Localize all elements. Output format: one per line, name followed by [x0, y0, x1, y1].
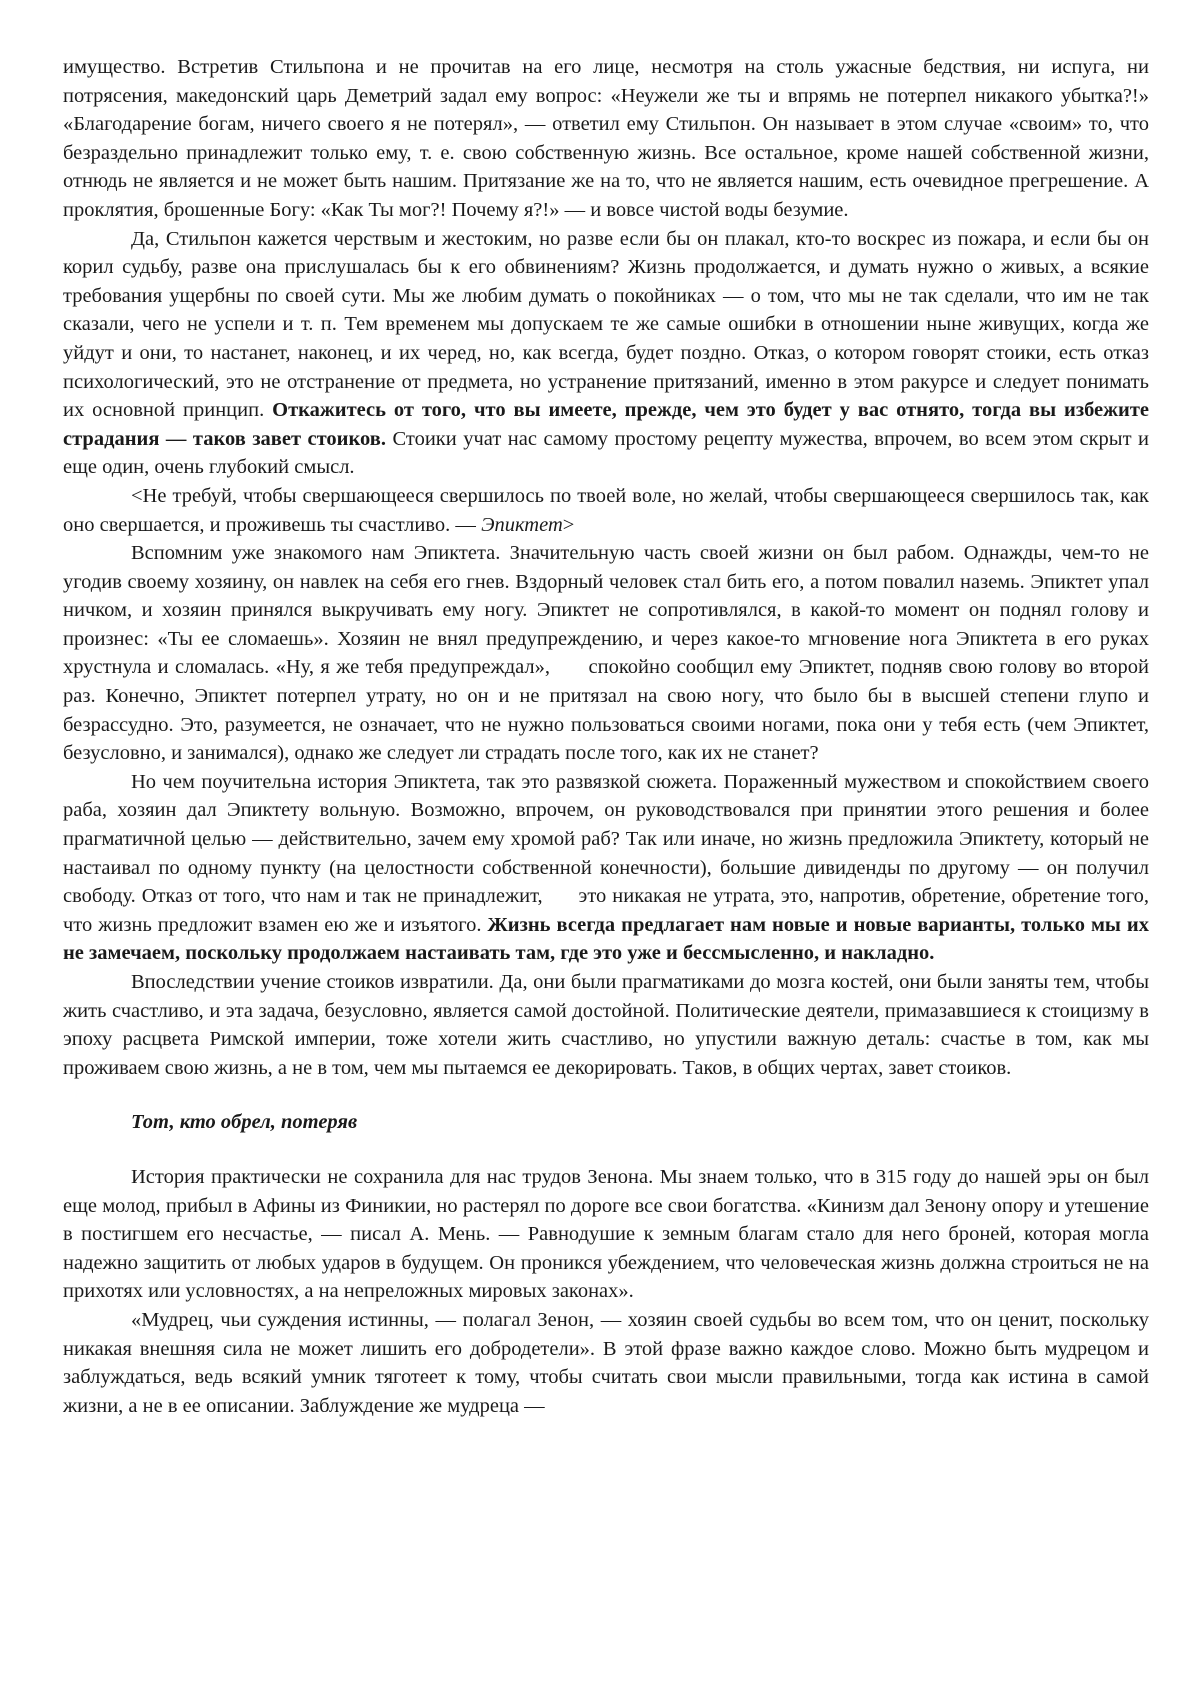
paragraph-5-text: Но чем поучительна история Эпиктета, так это развязкой сюжета. Пораженный мужеством и спокойствием своего раба, хозяин дал Эпиктету вольную. Возможно, впрочем, он руководствовался при принятии этого решения и более прагматичной целью — действительно, зачем ему хромой раб? Так или иначе, но жизнь предложила Эпиктету, который не настаивал по одному пункту (на целостности собственной конечности), большие дивиденды по другому — он получил свободу. Отказ от того, что нам и так не принадлежит, это никакая не утрата, это, напротив, обретение, обретение того, что жизнь предложит взамен ею же и изъятого. [63, 770, 1155, 936]
paragraph-6 [63, 968, 1149, 1082]
section-heading: Тот, кто обрел, потеряв [131, 1111, 358, 1134]
paragraph-2-bold-maxim: Откажитесь от того, что вы имеете, прежде, чем это будет у вас отнято, тогда вы избежите страдания — таков завет стоиков. [63, 399, 1150, 450]
epigraph-quote [63, 482, 1149, 539]
paragraph-4 [63, 539, 1155, 768]
epigraph-close: > [562, 513, 575, 536]
paragraph-7-text: История практически не сохранила для нас трудов Зенона. Мы знаем только, что в 315 году до нашей эры он был еще молод, прибыл в Афины из Финикии, но растерял по дороге все свои богатства. «Кинизм дал Зенону опору и утешение в постигшем его несчастье, — писал А. Мень. — Равнодушие к земным благам стало для него броней, которая могла надежно защитить от любых ударов в будущем. Он проникся убеждением, что человеческая жизнь должна строиться не на прихотях или условностях, а на непреложных мировых законах». [63, 1165, 1149, 1303]
epigraph-author: Эпиктет [481, 513, 563, 536]
paragraph-5 [63, 768, 1155, 968]
paragraph-8 [63, 1306, 1149, 1420]
paragraph-7 [63, 1163, 1149, 1306]
paragraph-2-tail: Стоики учат нас самому простому рецепту мужества, впрочем, во всем этом скрыт и еще один, очень глубокий смысл. [63, 427, 1149, 479]
paragraph-1-text: имущество. Встретив Стильпона и не прочитав на его лице, несмотря на столь ужасные бедствия, ни испуга, ни потрясения, македонский царь Деметрий задал ему вопрос: «Неужели же ты и впрямь не потерпел никакого убытка?!» «Благодарение богам, ничего своего я не потерял», — ответил ему Стильпон. Он называет в этом случае «своим» то, что безраздельно принадлежит только ему, т. е. свою собственную жизнь. Все остальное, кроме нашей собственной жизни, отнюдь не является и не может быть нашим. Притязание же на то, что не является нашим, есть очевидное прегрешение. А проклятия, брошенные Богу: «Как Ты мог?! Почему я?!» — и вовсе чистой воды безумие. [63, 56, 1149, 221]
paragraph-2 [63, 225, 1149, 482]
paragraph-1 [63, 53, 1149, 225]
paragraph-4-text: Вспомним уже знакомого нам Эпиктета. Значительную часть своей жизни он был рабом. Однажды, чем-то не угодив своему хозяину, он навлек на себя его гнев. Вздорный человек стал бить его, а потом повалил наземь. Эпиктет упал ничком, и хозяин принялся выкручивать ему ногу. Эпиктет не сопротивлялся, в какой-то момент он поднял голову и произнес: «Ты ее сломаешь». Хозяин не внял предупреждению, и через какое-то мгновение нога Эпиктета в его руках хрустнула и сломалась. «Ну, я же тебя предупреждал», спокойно сообщил ему Эпиктет, подняв свою голову во второй раз. Конечно, Эпиктет потерпел утрату, но он и не притязал на свою ногу, что было бы в высшей степени глупо и безрассудно. Это, разумеется, не означает, что не нужно пользоваться своими ногами, пока они у тебя есть (чем Эпиктет, безусловно, и занимался), однако же следует ли страдать после того, как их не станет? [63, 542, 1155, 765]
section-spacer [63, 1082, 1149, 1108]
epigraph-text: <Не требуй, чтобы свершающееся свершилось по твоей воле, но желай, чтобы свершающееся свершилось так, как оно свершается, и проживешь ты счастливо. — [63, 484, 1149, 536]
paragraph-6-text: Впоследствии учение стоиков извратили. Да, они были прагматиками до мозга костей, они были заняты тем, чтобы жить счастливо, и эта задача, безусловно, является самой достойной. Политические деятели, примазавшиеся к стоицизму в эпоху расцвета Римской империи, тоже хотели жить счастливо, но упустили важную деталь: счастье в том, как мы проживаем свою жизнь, а не в том, чем мы пытаемся ее декорировать. Таков, в общих чертах, завет стоиков. [63, 971, 1149, 1079]
paragraph-5-bold-maxim: Жизнь всегда предлагает нам новые и новые варианты, только мы их не замечаем, поскольку продолжаем настаивать там, где это уже и бессмысленно, и накладно. [63, 913, 1149, 965]
paragraph-8-text: «Мудрец, чьи суждения истинны, — полагал Зенон, — хозяин своей судьбы во всем том, что он ценит, поскольку никакая внешняя сила не может лишить его добродетели». В этой фразе важно каждое слово. Можно быть мудрецом и заблуждаться, ведь всякий умник тяготеет к тому, чтобы считать свои мысли правильными, тогда как истина в самой жизни, а не в ее описании. Заблуждение же мудреца — [63, 1308, 1149, 1417]
section-spacer-2 [63, 1137, 1149, 1163]
paragraph-2-text: Да, Стильпон кажется черствым и жестоким, но разве если бы он плакал, кто-то воскрес из пожара, и если бы он корил судьбу, разве она прислушалась бы к его обвинениям? Жизнь продолжается, и думать нужно о живых, а всякие требования ущербны по своей сути. Мы же любим думать о покойниках — о том, что мы не так сделали, что им не так сказали, чего не успели и т. п. Тем временем мы допускаем те же самые ошибки в отношении ныне живущих, когда же уйдут и они, то настанет, наконец, и их черед, но, как всегда, будет поздно. Отказ, о котором говорят стоики, есть отказ психологический, это не отстранение от предмета, но устранение притязаний, именно в этом ракурсе и следует понимать их основной принцип. [63, 227, 1149, 422]
